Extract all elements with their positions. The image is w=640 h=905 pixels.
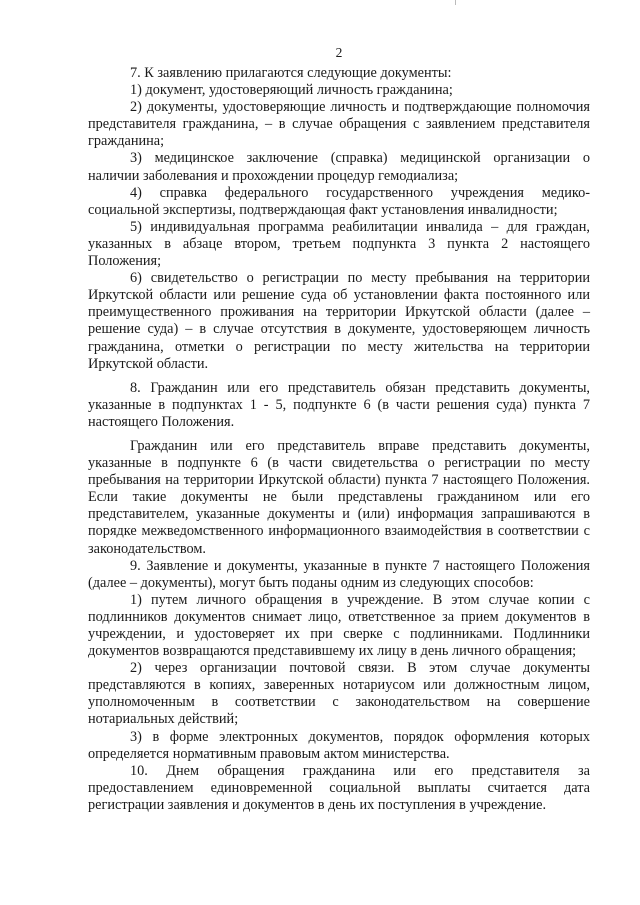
paragraph-7-item-5: 5) индивидуальная программа реабилитации инвалида – для граждан, указанных в абзаце втором, третьем подпункта 3 пункта 2 настоящего Положения; (88, 218, 590, 270)
paragraph-8-continuation: Гражданин или его представитель вправе представить документы, указанные в подпункте 6 (в части свидетельства о регистрации по месту пребывания на территории Иркутской области) пункта 7 настоящего Положения. Если такие документы не были представлены гражданином или его представителем, указанные документы и (или) информация запрашиваются в порядке межведомственного информационного взаимодействия в соответствии с законодательством. (88, 437, 590, 557)
scan-artifact-mark (455, 0, 456, 5)
paragraph-7-item-6: 6) свидетельство о регистрации по месту пребывания на территории Иркутской области или решение суда об установлении факта постоянного или преимущественного проживания на территории Иркутской области (далее – решение суда) – в случае отсутствия в документе, удостоверяющем личность гражданина, отметки о регистрации по месту жительства на территории Иркутской области. (88, 270, 590, 372)
paragraph-8: 8. Гражданин или его представитель обязан представить документы, указанные в подпунктах 1 - 5, подпункте 6 (в части решения суда) пункта 7 настоящего Положения. (88, 379, 590, 430)
document-body (88, 65, 590, 814)
paragraph-7-item-1: 1) документ, удостоверяющий личность гражданина; (130, 82, 453, 99)
paragraph-10: 10. Днем обращения гражданина или его представителя за предоставлением единовременной социальной выплаты считается дата регистрации заявления и документов в день их поступления в учреждение. (88, 762, 590, 813)
paragraph-spacer (88, 431, 590, 438)
paragraph-spacer (88, 373, 590, 380)
paragraph-7-item-2: 2) документы, удостоверяющие личность и подтверждающие полномочия представителя гражданина, – в случае обращения с заявлением представителя гражданина; (88, 99, 590, 150)
paragraph-9-item-1: 1) путем личного обращения в учреждение. В этом случае копии с подлинников документов снимает лицо, ответственное за прием документов в учреждении, и удостоверяет их при сверке с подлинниками. Подлинники документов возвращаются представившему их лицу в день личного обращения; (88, 591, 590, 660)
paragraph-7-item-3: 3) медицинское заключение (справка) медицинской организации о наличии заболевания и прохождении процедур гемодиализа; (88, 150, 590, 184)
paragraph-9-intro: 9. Заявление и документы, указанные в пункте 7 настоящего Положения (далее – документы), могут быть поданы одним из следующих способов: (88, 557, 590, 591)
paragraph-7-item-4: 4) справка федерального государственного учреждения медико-социальной экспертизы, подтверждающая факт установления инвалидности; (88, 184, 590, 218)
paragraph-9-item-3: 3) в форме электронных документов, порядок оформления которых определяется нормативным правовым актом министерства. (88, 728, 590, 762)
page-number: 2 (335, 45, 343, 60)
paragraph-9-item-2: 2) через организации почтовой связи. В этом случае документы представляются в копиях, заверенных нотариусом или должностным лицом, уполномоченным в соответствии с законодательством на совершение нотариальных действий; (88, 660, 590, 728)
paragraph-7-intro: 7. К заявлению прилагаются следующие документы: (130, 65, 452, 81)
